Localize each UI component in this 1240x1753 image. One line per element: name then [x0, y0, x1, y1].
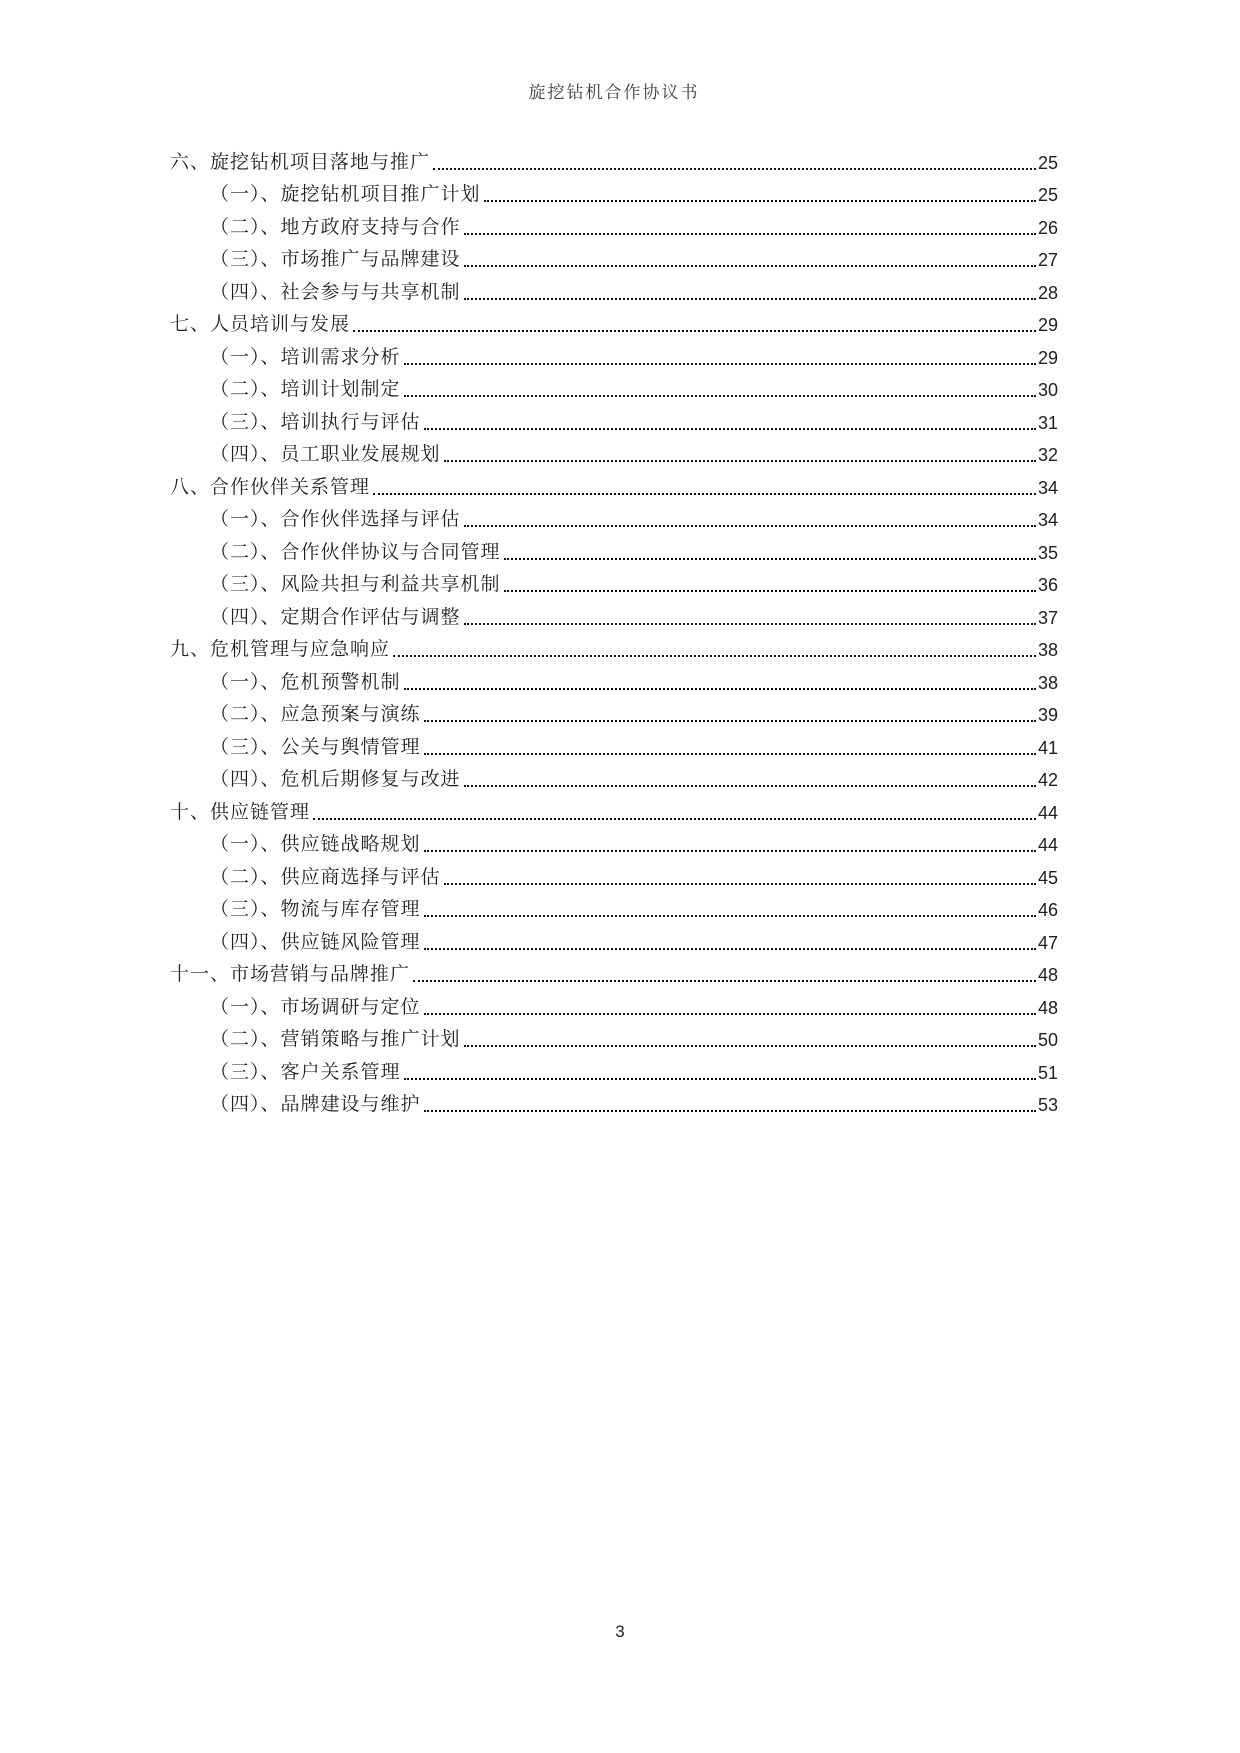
toc-entry-label: （三）、客户关系管理: [210, 1061, 401, 1083]
toc-entry-page-number: 41: [1037, 737, 1058, 758]
toc-entry[interactable]: [170, 1051, 1058, 1084]
toc-entry-page-number: 38: [1037, 672, 1058, 693]
toc-entry[interactable]: [170, 141, 1058, 174]
toc-entry-page-number: 31: [1037, 412, 1058, 433]
toc-entry-page-number: 25: [1037, 152, 1058, 173]
toc-entry[interactable]: [170, 174, 1058, 207]
toc-entry[interactable]: [170, 271, 1058, 304]
toc-entry-label: 七、人员培训与发展: [170, 314, 351, 335]
toc-dot-leader: [424, 1013, 1036, 1015]
toc-dot-leader: [444, 883, 1036, 885]
toc-entry-page-number: 29: [1037, 315, 1058, 335]
toc-dot-leader: [353, 330, 1036, 332]
toc-entry-label: （三）、公关与舆情管理: [210, 736, 421, 758]
toc-entry-page-number: 47: [1037, 932, 1058, 953]
toc-entry[interactable]: [170, 466, 1058, 499]
toc-entry[interactable]: [170, 1019, 1058, 1052]
document-title: 旋挖钻机合作协议书: [528, 83, 700, 102]
toc-entry[interactable]: [170, 206, 1058, 239]
toc-dot-leader: [404, 688, 1036, 690]
toc-dot-leader: [404, 395, 1036, 397]
toc-entry-label: （一）、市场调研与定位: [210, 996, 421, 1018]
toc-entry-label: （一）、危机预警机制: [210, 671, 401, 693]
toc-entry[interactable]: [170, 336, 1058, 369]
toc-entry-label: （二）、供应商选择与评估: [210, 866, 441, 888]
toc-entry-label: （三）、风险共担与利益共享机制: [210, 574, 501, 595]
toc-entry-label: （一）、旋挖钻机项目推广计划: [210, 184, 481, 205]
toc-entry[interactable]: [170, 726, 1058, 759]
toc-dot-leader: [404, 363, 1036, 365]
toc-entry[interactable]: [170, 824, 1058, 857]
document-header: [170, 78, 1058, 103]
toc-entry[interactable]: [170, 304, 1058, 337]
toc-entry-label: 八、合作伙伴关系管理: [170, 476, 371, 498]
page-footer: [0, 1622, 1240, 1642]
toc-entry[interactable]: [170, 369, 1058, 402]
toc-entry[interactable]: [170, 921, 1058, 954]
toc-entry-page-number: 28: [1037, 282, 1058, 303]
toc-entry-label: 六、旋挖钻机项目落地与推广: [170, 151, 431, 173]
toc-entry-label: （四）、定期合作评估与调整: [210, 606, 461, 628]
toc-entry-label: （四）、社会参与与共享机制: [210, 281, 461, 303]
toc-entry[interactable]: [170, 694, 1058, 727]
toc-entry[interactable]: [170, 986, 1058, 1019]
toc-entry-page-number: 53: [1037, 1095, 1058, 1115]
toc-dot-leader: [424, 948, 1036, 950]
toc-dot-leader: [424, 1110, 1036, 1112]
toc-entry-page-number: 29: [1037, 347, 1058, 368]
toc-entry-page-number: 36: [1037, 575, 1058, 595]
toc-entry-label: （二）、营销策略与推广计划: [210, 1029, 461, 1050]
toc-entry-label: 九、危机管理与应急响应: [170, 639, 391, 660]
toc-entry-label: （四）、危机后期修复与改进: [210, 769, 461, 790]
toc-entry[interactable]: [170, 1084, 1058, 1117]
toc-entry-page-number: 48: [1037, 965, 1058, 985]
toc-entry-page-number: 51: [1037, 1062, 1058, 1083]
toc-dot-leader: [484, 200, 1036, 202]
toc-dot-leader: [313, 818, 1036, 820]
toc-entry-page-number: 39: [1037, 705, 1058, 725]
toc-entry[interactable]: [170, 759, 1058, 792]
toc-entry[interactable]: [170, 889, 1058, 922]
toc-entry-page-number: 42: [1037, 770, 1058, 790]
toc-entry-label: （四）、品牌建设与维护: [210, 1094, 421, 1115]
toc-entry-label: （二）、培训计划制定: [210, 379, 401, 400]
toc-entry[interactable]: [170, 954, 1058, 987]
toc-entry-label: （一）、供应链战略规划: [210, 834, 421, 855]
toc-entry-page-number: 50: [1037, 1030, 1058, 1050]
table-of-contents: [170, 141, 1058, 1116]
toc-dot-leader: [464, 265, 1036, 267]
toc-dot-leader: [464, 785, 1036, 787]
page-number: 3: [615, 1622, 625, 1641]
toc-entry-label: （三）、物流与库存管理: [210, 899, 421, 920]
toc-entry-label: （三）、市场推广与品牌建设: [210, 249, 461, 270]
toc-dot-leader: [424, 428, 1036, 430]
toc-dot-leader: [444, 460, 1036, 462]
toc-entry[interactable]: [170, 629, 1058, 662]
toc-entry-label: （三）、培训执行与评估: [210, 411, 421, 433]
toc-entry-page-number: 37: [1037, 607, 1058, 628]
toc-entry[interactable]: [170, 239, 1058, 272]
toc-entry-page-number: 48: [1037, 997, 1058, 1018]
toc-entry[interactable]: [170, 499, 1058, 532]
toc-dot-leader: [393, 655, 1036, 657]
toc-dot-leader: [464, 298, 1036, 300]
toc-entry-label: （二）、地方政府支持与合作: [210, 216, 461, 238]
toc-entry-page-number: 44: [1037, 835, 1058, 855]
toc-entry-page-number: 46: [1037, 900, 1058, 920]
toc-entry-page-number: 34: [1037, 477, 1058, 498]
toc-entry[interactable]: [170, 434, 1058, 467]
toc-entry-page-number: 25: [1037, 185, 1058, 205]
toc-entry-page-number: 30: [1037, 380, 1058, 400]
toc-dot-leader: [464, 233, 1036, 235]
toc-entry-label: （二）、合作伙伴协议与合同管理: [210, 541, 501, 563]
toc-entry-page-number: 45: [1037, 867, 1058, 888]
toc-entry-page-number: 38: [1037, 640, 1058, 660]
toc-entry-label: （二）、应急预案与演练: [210, 704, 421, 725]
toc-entry-page-number: 35: [1037, 542, 1058, 563]
toc-dot-leader: [424, 720, 1036, 722]
toc-dot-leader: [373, 493, 1036, 495]
toc-entry-label: （一）、培训需求分析: [210, 346, 401, 368]
toc-entry-label: （四）、员工职业发展规划: [210, 444, 441, 465]
toc-dot-leader: [464, 525, 1036, 527]
toc-entry-page-number: 26: [1037, 217, 1058, 238]
toc-entry-label: 十、供应链管理: [170, 801, 311, 823]
toc-entry[interactable]: [170, 856, 1058, 889]
toc-entry[interactable]: [170, 596, 1058, 629]
toc-dot-leader: [433, 168, 1036, 170]
toc-entry-label: （一）、合作伙伴选择与评估: [210, 509, 461, 530]
toc-dot-leader: [424, 850, 1036, 852]
toc-entry[interactable]: [170, 531, 1058, 564]
toc-entry-label: （四）、供应链风险管理: [210, 931, 421, 953]
toc-entry[interactable]: [170, 564, 1058, 597]
toc-entry-page-number: 27: [1037, 250, 1058, 270]
toc-dot-leader: [413, 980, 1036, 982]
toc-dot-leader: [424, 753, 1036, 755]
toc-dot-leader: [464, 623, 1036, 625]
toc-entry[interactable]: [170, 661, 1058, 694]
toc-entry[interactable]: [170, 401, 1058, 434]
toc-dot-leader: [504, 590, 1036, 592]
toc-dot-leader: [464, 1045, 1036, 1047]
toc-entry[interactable]: [170, 791, 1058, 824]
toc-entry-page-number: 44: [1037, 802, 1058, 823]
toc-dot-leader: [504, 558, 1036, 560]
toc-dot-leader: [424, 915, 1036, 917]
toc-entry-label: 十一、市场营销与品牌推广: [170, 964, 411, 985]
toc-dot-leader: [404, 1078, 1036, 1080]
toc-entry-page-number: 34: [1037, 510, 1058, 530]
toc-entry-page-number: 32: [1037, 445, 1058, 465]
